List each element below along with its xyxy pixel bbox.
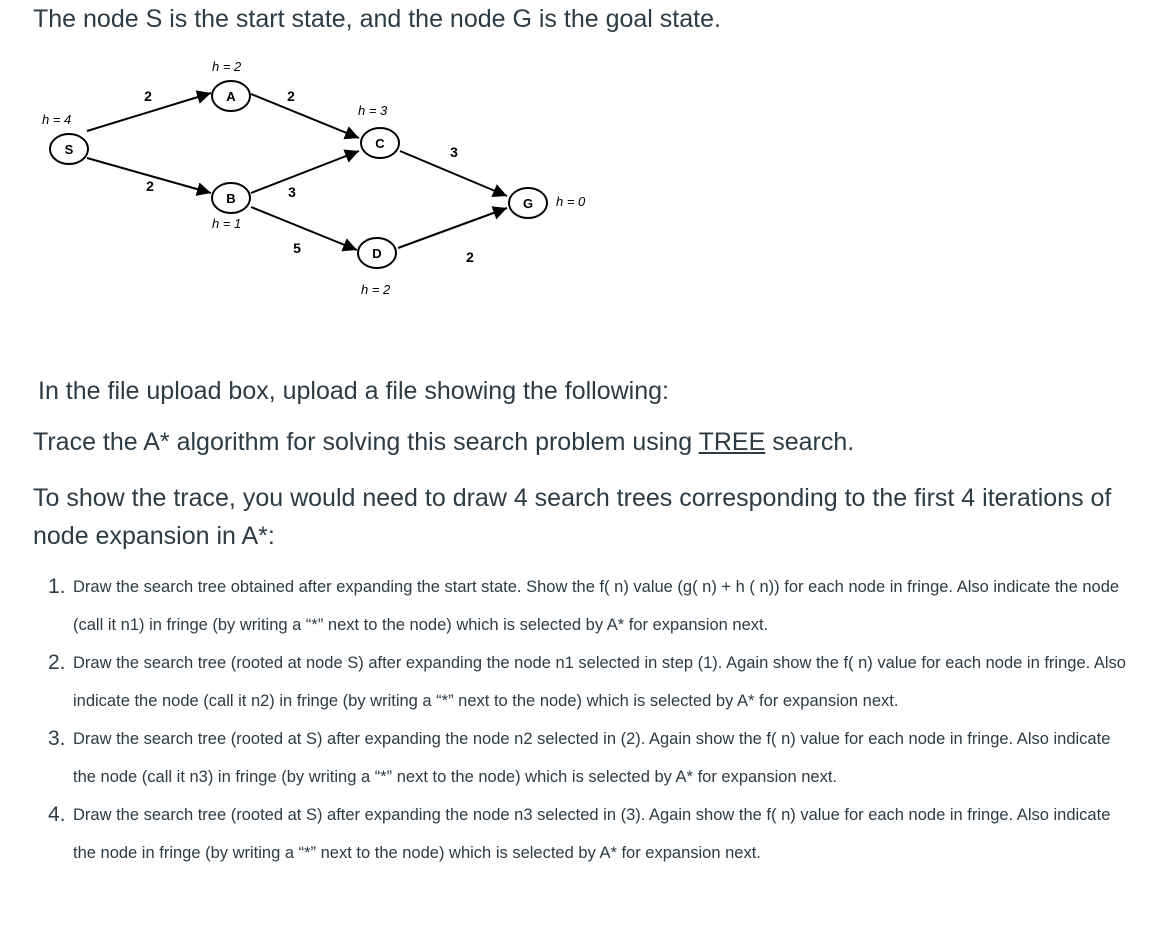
node-g-heuristic: h = 0 bbox=[556, 194, 586, 209]
step-text: Draw the search tree obtained after expanding the start state. Show the f( n) value (g( n) + h ( n)) for each node in fringe. Also indicate the node (call it n1) in fringe (by writing a “*” next to the node) which is selected by A* for expansion next. bbox=[73, 578, 1120, 634]
node-c-heuristic: h = 3 bbox=[358, 103, 388, 118]
edge-s-a-cost: 2 bbox=[144, 88, 152, 104]
node-d-label: D bbox=[372, 246, 382, 261]
step-text: Draw the search tree (rooted at S) after expanding the node n2 selected in (2). Again show the f( n) value for each node in fringe. Also indicate the node (call it n3) in fringe (by writing a “*” next to the node) which is selected by A* for expansion next. bbox=[73, 730, 1111, 786]
node-a-heuristic: h = 2 bbox=[212, 59, 242, 74]
step-item bbox=[48, 720, 1133, 796]
step-number: 1. bbox=[48, 575, 66, 598]
step-number: 2. bbox=[48, 651, 66, 674]
trace-instruction bbox=[33, 428, 854, 457]
edge-b-c bbox=[251, 151, 359, 193]
problem-heading: The node S is the start state, and the node G is the goal state. bbox=[33, 5, 721, 33]
search-graph-diagram bbox=[0, 45, 640, 315]
step-item bbox=[48, 644, 1133, 720]
node-s-label: S bbox=[64, 142, 74, 157]
edge-a-c-cost: 2 bbox=[287, 88, 295, 104]
node-c-label: C bbox=[375, 136, 385, 151]
show-trace-instruction: To show the trace, you would need to draw 4 search trees corresponding to the first 4 iterations of node expansion in A*: bbox=[33, 484, 1112, 550]
node-b-heuristic: h = 1 bbox=[212, 216, 242, 231]
edge-c-g-cost: 3 bbox=[450, 144, 458, 160]
trace-suffix: search. bbox=[765, 428, 855, 456]
edge-b-c-cost: 3 bbox=[288, 184, 296, 200]
edge-d-g-cost: 2 bbox=[466, 249, 474, 265]
step-text: Draw the search tree (rooted at node S) after expanding the node n1 selected in step (1). Again show the f( n) value for each node in fringe. Also indicate the node (call it n2) in fringe (by writing a “*” next to the node) which is selected by A* for expansion next. bbox=[73, 654, 1126, 710]
node-b-label: B bbox=[226, 191, 236, 206]
edge-b-d-cost: 5 bbox=[293, 240, 301, 256]
edge-a-c bbox=[251, 94, 359, 138]
step-number: 3. bbox=[48, 727, 66, 750]
upload-instruction: In the file upload box, upload a file showing the following: bbox=[38, 377, 669, 405]
node-a-label: A bbox=[226, 89, 236, 104]
node-d-heuristic: h = 2 bbox=[361, 282, 391, 297]
step-number: 4. bbox=[48, 803, 66, 826]
tree-emphasis: TREE bbox=[698, 428, 766, 456]
node-g-label: G bbox=[522, 196, 534, 211]
node-s-heuristic: h = 4 bbox=[42, 112, 72, 127]
edge-b-d bbox=[251, 207, 357, 250]
step-item bbox=[48, 568, 1133, 644]
trace-prefix: Trace the A* algorithm for solving this search problem using bbox=[33, 428, 699, 456]
edge-d-g bbox=[398, 208, 507, 248]
edge-s-b-cost: 2 bbox=[146, 178, 154, 194]
step-item bbox=[48, 796, 1133, 872]
step-text: Draw the search tree (rooted at S) after expanding the node n3 selected in (3). Again show the f( n) value for each node in fringe. Also indicate the node in fringe (by writing a “*” next to the node) which is selected by A* for expansion next. bbox=[73, 806, 1111, 862]
steps-list bbox=[48, 568, 1133, 872]
